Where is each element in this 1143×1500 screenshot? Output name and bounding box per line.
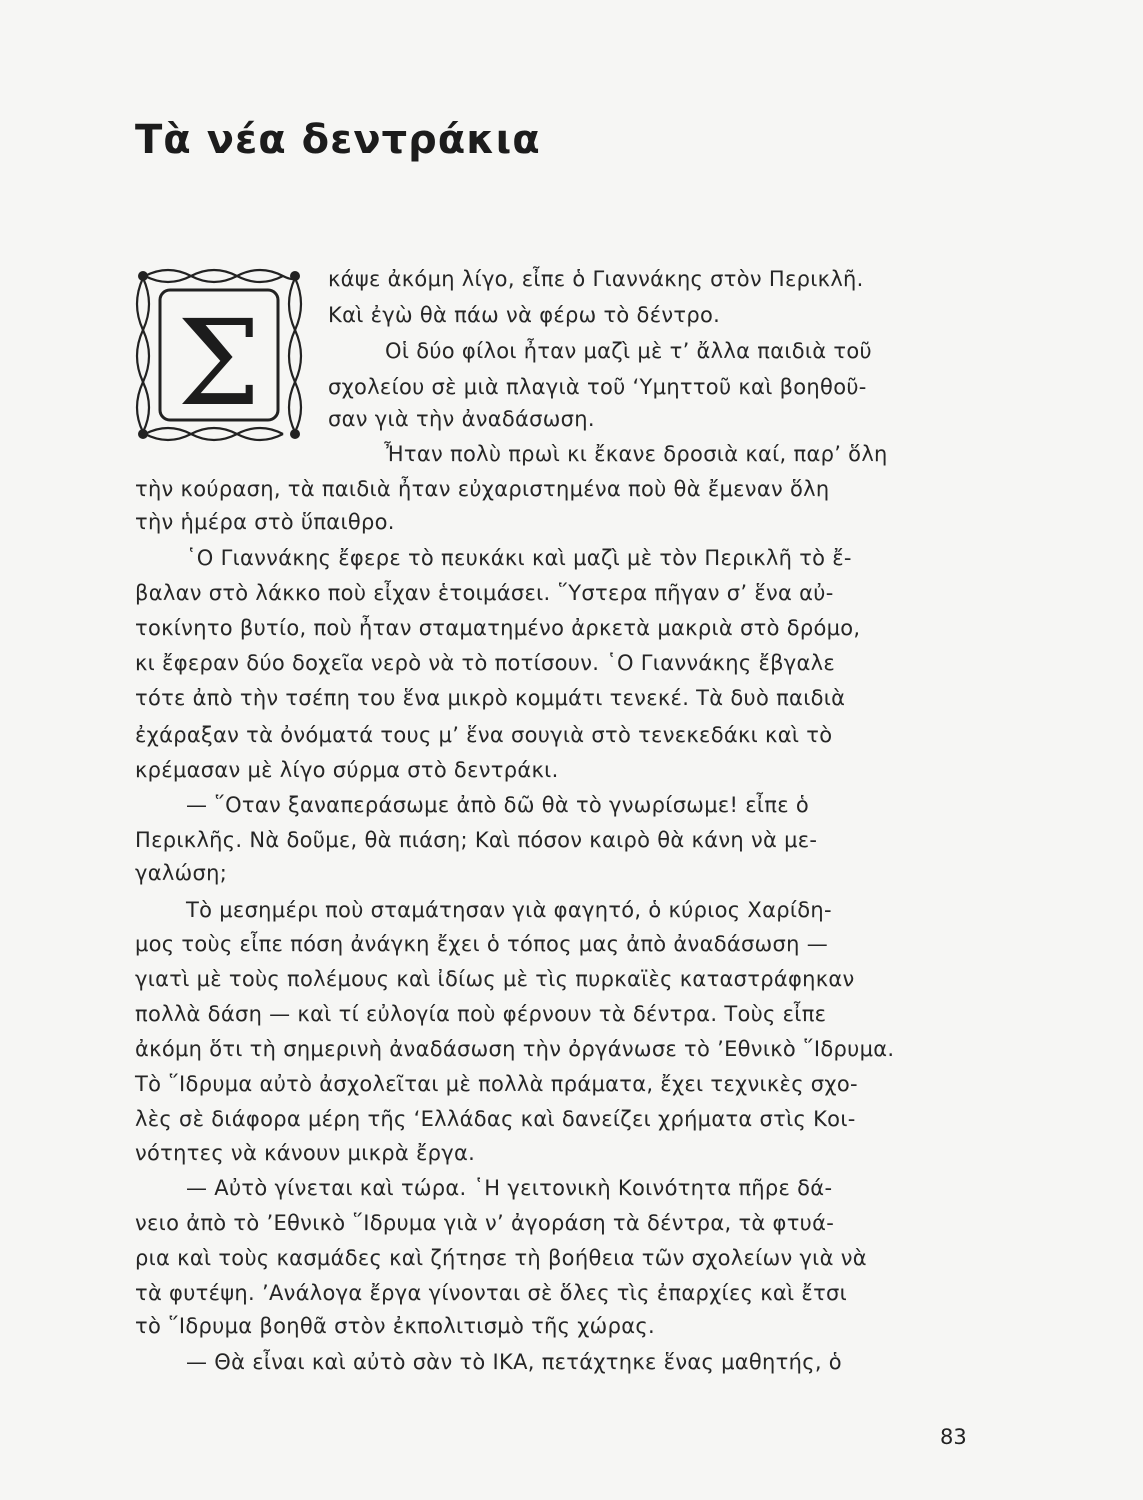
text-line: νότητες νὰ κάνουν μικρὰ ἔργα.: [135, 1141, 476, 1165]
text-line: γιατὶ μὲ τοὺς πολέμους καὶ ἰδίως μὲ τὶς πυρκαϊὲς καταστράφηκαν: [135, 967, 855, 991]
text-line: ἐχάραξαν τὰ ὀνόματά τους μ’ ἕνα σουγιὰ στὸ τενεκεδάκι καὶ τὸ: [135, 723, 833, 747]
text-line: τὸ ῞Ιδρυμα βοηθᾶ στὸν ἐκπολιτισμὸ τῆς χώρας.: [135, 1314, 655, 1338]
text-line: Ἦταν πολὺ πρωὶ κι ἔκανε δροσιὰ καί, παρ’ ὅλη: [384, 442, 888, 466]
text-line: πολλὰ δάση — καὶ τί εὐλογία ποὺ φέρνουν τὰ δέντρα. Τοὺς εἶπε: [135, 1002, 827, 1026]
text-line: τὴν ἡμέρα στὸ ὕπαιθρο.: [135, 510, 395, 534]
text-line: Τὸ ῞Ιδρυμα αὐτὸ ἀσχολεῖται μὲ πολλὰ πράματα, ἔχει τεχνικὲς σχο-: [135, 1072, 858, 1096]
text-line: νειο ἀπὸ τὸ ’Εθνικὸ ῞Ιδρυμα γιὰ ν’ ἀγοράση τὰ δέντρα, τὰ φτυά-: [135, 1211, 835, 1235]
text-line: σχολείου σὲ μιὰ πλαγιὰ τοῦ ‘Υμηττοῦ καὶ βοηθοῦ-: [328, 375, 867, 399]
text-line: — Αὐτὸ γίνεται καὶ τώρα. ῾Η γειτονικὴ Κοινότητα πῆρε δά-: [186, 1176, 833, 1200]
page-title: Τὰ νέα δεντράκια: [135, 117, 541, 163]
text-line: Περικλῆς. Νὰ δοῦμε, θὰ πιάση; Καὶ πόσον καιρὸ θὰ κάνη νὰ με-: [135, 828, 818, 852]
text-line: τοκίνητο βυτίο, ποὺ ἦταν σταματημένο ἀρκετὰ μακριὰ στὸ δρόμο,: [135, 616, 861, 640]
text-line: Οἱ δύο φίλοι ἦταν μαζὶ μὲ τ’ ἄλλα παιδιὰ τοῦ: [385, 339, 872, 363]
text-line: κάψε ἀκόμη λίγο, εἶπε ὁ Γιαννάκης στὸν Περικλῆ.: [328, 267, 864, 291]
text-line: μος τοὺς εἶπε πόση ἀνάγκη ἔχει ὁ τόπος μας ἀπὸ ἀναδάσωση —: [135, 932, 828, 956]
page-number: 83: [940, 1425, 967, 1449]
text-line: ῾Ο Γιαννάκης ἔφερε τὸ πευκάκι καὶ μαζὶ μὲ τὸν Περικλῆ τὸ ἔ-: [186, 546, 852, 570]
drop-cap-letter: Σ: [177, 294, 261, 432]
text-line: τότε ἀπὸ τὴν τσέπη του ἕνα μικρὸ κομμάτι τενεκέ. Τὰ δυὸ παιδιὰ: [135, 686, 846, 710]
text-line: — Θὰ εἶναι καὶ αὐτὸ σὰν τὸ ΙΚΑ, πετάχτηκε ἕνας μαθητής, ὁ: [186, 1350, 842, 1374]
text-line: λὲς σὲ διάφορα μέρη τῆς ‘Ελλάδας καὶ δανείζει χρήματα στὶς Κοι-: [135, 1107, 856, 1131]
text-line: γαλώση;: [135, 861, 228, 885]
text-line: Τὸ μεσημέρι ποὺ σταμάτησαν γιὰ φαγητό, ὁ κύριος Χαρίδη-: [186, 898, 832, 922]
text-line: σαν γιὰ τὴν ἀναδάσωση.: [328, 407, 595, 431]
text-line: — ῞Οταν ξαναπεράσωμε ἀπὸ δῶ θὰ τὸ γνωρίσωμε! εἶπε ὁ: [186, 793, 809, 817]
text-line: κρέμασαν μὲ λίγο σύρμα στὸ δεντράκι.: [135, 758, 559, 782]
text-line: κι ἔφεραν δύο δοχεῖα νερὸ νὰ τὸ ποτίσουν. ῾Ο Γιαννάκης ἔβγαλε: [135, 651, 836, 675]
text-line: Καὶ ἐγὼ θὰ πάω νὰ φέρω τὸ δέντρο.: [328, 303, 721, 327]
text-line: ρια καὶ τοὺς κασμάδες καὶ ζήτησε τὴ βοήθεια τῶν σχολείων γιὰ νὰ: [135, 1246, 867, 1270]
text-line: βαλαν στὸ λάκκο ποὺ εἶχαν ἑτοιμάσει. ῞Υστερα πῆγαν σ’ ἕνα αὐ-: [135, 581, 834, 605]
text-line: τὴν κούραση, τὰ παιδιὰ ἦταν εὐχαριστημένα ποὺ θὰ ἔμεναν ὅλη: [135, 477, 830, 501]
drop-cap-frame: [133, 264, 307, 444]
text-line: τὰ φυτέψη. ’Ανάλογα ἔργα γίνονται σὲ ὅλες τὶς ἐπαρχίες καὶ ἔτσι: [135, 1281, 848, 1305]
text-line: ἀκόμη ὅτι τὴ σημερινὴ ἀναδάσωση τὴν ὀργάνωσε τὸ ’Εθνικὸ ῞Ιδρυμα.: [135, 1037, 895, 1061]
